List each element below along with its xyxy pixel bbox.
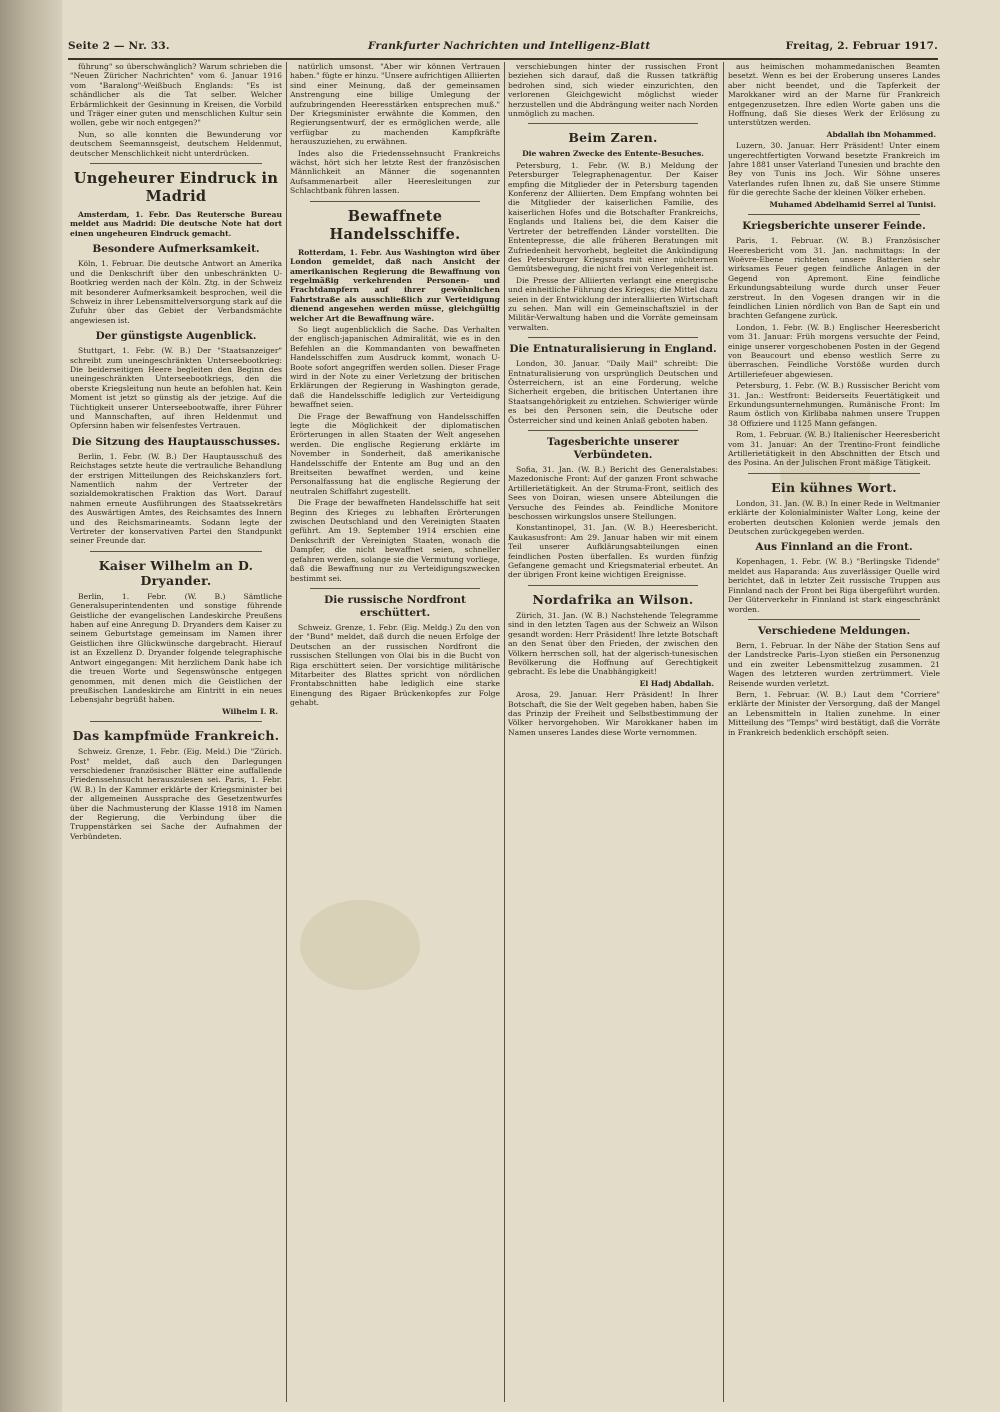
article-text: Die Frage der bewaffneten Handelsschiffe hat seit Beginn des Krieges zu lebhaften Erörterungen zwischen Deutschland und den Vereinigten Staaten geführt. Am 19. September 1914 erschien eine Denkschrift der Vereinigten Staaten, wonach die Dampfer, die nicht bewaffnet seien, schneller gefahren werden, solange sie die Vermutung vorliege, daß die Bewaffnung nur zu Verteidigungszwecken bestimmt sei. bbox=[290, 498, 500, 583]
signature: Muhamed Abdelhamid Serrel al Tunisi. bbox=[769, 199, 936, 209]
article-text: Schweiz. Grenze, 1. Febr. (Eig. Meld.) Die "Zürich. Post" meldet, daß auch den Darlegungen verschiedener französischer Blätter eine auffallende Friedenssehnsucht herauszulesen sei. Paris, 1. Febr. (W. B.) In der Kammer erklärte der Kriegsminister bei der allgemeinen Aussprache des Gesetzentwurfes über die Nachmusterung der Klasse 1918 im Namen der Regierung, die Verbindung über die Truppenstärken sei Sache der Aufnahmen der Verbündeten. bbox=[70, 747, 282, 841]
column-rule bbox=[504, 62, 505, 1402]
headline-augenblick: Der günstigste Augenblick. bbox=[95, 330, 257, 343]
article-text: Berlin, 1. Febr. (W. B.) Sämtliche Generalsuperintendenten und sonstige führende Geistliche der evangelischen Landeskirche Preußens haben auf eine Anregung D. Dryanders dem Kaiser zu seinem Geburtstage gemeinsam im Namen ihrer Geistlichen ihre Glückwünsche dargebracht. Hierauf ist an Exzellenz D. Dryander folgende telegraphische Antwort eingegangen: Mit herzlichem Dank habe ich die treuen Worte und Segenswünsche entgegen genommen, mit denen mich die Geistlichen der preußischen Landeskirche am Eintritt in ein neues Lebensjahr begrüßt haben. bbox=[70, 591, 282, 705]
article-text: Indes also die Friedenssehnsucht Frankreichs wächst, hört sich her letzte Rest der französischen Männlichkeit an Männer die sogenannten Aufsammenarbeit aller Heeresleitungen zur Schlachtbank führen lassen. bbox=[290, 148, 500, 196]
column-4 bbox=[728, 62, 940, 1402]
header-rule bbox=[68, 58, 938, 60]
article-text: London, 30. Januar. "Daily Mail" schreibt: Die Entnaturalisierung von ursprünglich Deutschen und Österreichern, ist an eine Forderung, welche Sicherheit ergeben, die britischen Untertanen ihre Staatsangehörigkeit zu entziehen. Schwieriger würde es bei den Personen sein, die Deutsche oder Österreicher sind und keinen Anlaß geboten haben. bbox=[508, 359, 718, 425]
headline-finnland: Aus Finnland an die Front. bbox=[755, 541, 913, 554]
article-text: Petersburg, 1. Febr. (W. B.) Meldung der Petersburger Telegraphenagentur. Der Kaiser empfing die Mitglieder der in Petersburg tagenden Konferenz der Alliierten. Dem Empfang wohnten bei die Mitglieder der kaiserlichen Familie, des kaiserlichen Hofes und die Botschafter Frankreichs, Englands und Italiens bei, die dem Kaiser die Vertreter der betreffenden Länder vorstellten. Die Ententepresse, die alle früheren Beratungen mit Zufriedenheit hervorhebt, begleitet die Ankündigung des Petersburger Kriegsrats mit einer nüchternen Gemütsbewegung, die nicht frei von Verlegenheit ist. bbox=[508, 160, 718, 274]
article-text: aus heimischen mohammedanischen Beamten besetzt. Wenn es bei der Eroberung unseres Landes aber nicht beendet, und die Tapferkeit der Marokkaner wird an der Marne für Frankreich entgegenzusetzen. Ihre edlen Worte gaben uns die Hoffnung, daß Sie dieses Werk der Erlösung zu unterstützen werden. bbox=[728, 62, 940, 128]
article-text: So liegt augenblicklich die Sache. Das Verhalten der englisch-japanischen Admiralität, wie es in den Befehlen an die Kommandanten von bewaffneten Handelsschiffen zum Ausdruck kommt, wonach U-Boote sofort angegriffen werden sollen. Dieser Frage wird in der Note zu einer Verletzung der britischen Erklärungen der Regierung in Washington gerade, daß die Handelsschiffe lediglich zur Verteidigung bewaffnet seien. bbox=[290, 324, 500, 410]
page-binding-shadow bbox=[0, 0, 62, 1412]
headline-kuehnes-wort: Ein kühnes Wort. bbox=[771, 479, 897, 495]
article-text: Paris, 1. Februar. (W. B.) Französischer Heeresbericht vom 31. Jan. nachmittags: In der Woëvre-Ebene richteten unsere Batterien sehr wirksames Feuer gegen feindliche Anlagen in der Gegend von Apremont. Eine feindliche Erkundungsabteilung wurde durch unser Feuer zerstreut. In den Vogesen drangen wir in die feindlichen Linien nördlich von Ban de Sapt ein und brachten Gefangene zurück. bbox=[728, 236, 940, 321]
article-text: natürlich umsonst. "Aber wir können Vertrauen haben." fügte er hinzu. "Unsere aufrichtigen Alliierten sind einer Meinung, daß der gemeinsamen Anstrengung eine billige Umlegung der aufzubringenden Heeresstärken entsprechen muß." Der Kriegsminister erwähnte die Kommen, den Regierungsentwurf, der es ermöglichen werde, alle verfügbar zu machenden Kampfkräfte herauszuziehen, zu erwähnen. bbox=[290, 62, 500, 147]
headline-hauptausschuss: Die Sitzung des Hauptausschusses. bbox=[71, 435, 281, 448]
article-separator bbox=[528, 337, 698, 338]
article-text: Bern, 1. Februar. (W. B.) Laut dem "Corriere" erklärte der Minister der Versorgung, daß der Mangel an Lebensmitteln in Italien zunehme. In einer Mitteilung des "Temps" wird bestätigt, daß die Vorräte in Frankreich bedenklich erschöpft seien. bbox=[728, 689, 940, 737]
article-text: Petersburg, 1. Febr. (W. B.) Russischer Bericht vom 31. Jan.: Westfront: Beiderseits Feuertätigkeit und Erkundungsunternehmungen. Rumänische Front: Im Raum östlich von Kirlibaba nahmen unsere Truppen 38 Offiziere und 1125 Mann gefangen. bbox=[728, 381, 940, 428]
article-text: Zürich, 31. Jan. (W. B.) Nachstehende Telegramme sind in den letzten Tagen aus der Schweiz an Wilson gesandt worden: Herr Präsident! Ihre letzte Botschaft an den Senat über den Frieden, der zwischen den Völkern herrschen soll, hat der algerisch-tunesischen Bevölkerung die Hoffnung auf Gerechtigkeit gebracht. Es lebe die Unabhängigkeit! bbox=[508, 610, 718, 677]
headline-madrid: Ungeheurer Eindruck in Madrid bbox=[73, 170, 279, 206]
article-text: Arosa, 29. Januar. Herr Präsident! In Ihrer Botschaft, die Sie der Welt gegeben haben, haben Sie das Prinzip der Freiheit und Selbstbestimmung der Völker hervorgehoben. Wir Marokkaner haben im Namen unseres Landes diese Worte vernommen. bbox=[508, 690, 718, 737]
article-separator bbox=[90, 721, 262, 722]
article-text: London, 1. Febr. (W. B.) Englischer Heeresbericht vom 31. Januar: Früh morgens versuchte der Feind, einige unserer vorgeschobenen Posten in der Gegend von Beaucourt und ebenso westlich Serre zu überraschen. Feindliche Vorstöße wurden durch Artilleriefeuer abgewiesen. bbox=[728, 322, 940, 379]
headline-entnaturalisierung: Die Entnaturalisierung in England. bbox=[509, 343, 717, 356]
headline-kaiser: Kaiser Wilhelm an D. Dryander. bbox=[98, 557, 254, 588]
newspaper-title: Frankfurter Nachrichten und Intelligenz-Blatt bbox=[368, 40, 651, 52]
column-2 bbox=[290, 62, 500, 1402]
article-text: führung" so überschwänglich? Warum schrieben die "Neuen Züricher Nachrichten" vom 6. Januar 1916 vom "Baralong"-Weißbuch Englands: "Es ist schändlicher als die Tat selber. Welcher Erbärmlichkeit der Gesinnung in Kreisen, die Vorbild und Träger einer guten und menschlichen Kultur sein wollen, gebe wir noch entgegen?" bbox=[70, 62, 282, 128]
article-separator bbox=[528, 430, 698, 431]
headline-frankreich: Das kampfmüde Frankreich. bbox=[72, 728, 280, 744]
headline-handelsschiffe: Bewaffnete Handelsschiffe. bbox=[329, 207, 461, 243]
article-separator bbox=[310, 201, 480, 202]
article-text: Kopenhagen, 1. Febr. (W. B.) "Berlingske Tidende" meldet aus Haparanda: Aus zuverlässiger Quelle wird berichtet, daß in letzter Zeit russische Truppen aus Finnland nach der Front bei Riga übergeführt wurden. Der Güterverkehr in Finnland ist stark eingeschränkt worden. bbox=[728, 557, 940, 614]
column-3 bbox=[508, 62, 718, 1402]
page-number: Seite 2 — Nr. 33. bbox=[68, 40, 170, 52]
article-text: Rom, 1. Februar. (W. B.) Italienischer Heeresbericht vom 31. Januar: An der Trentino-Front feindliche Artillerietätigkeit in den Abschnitten der Etsch und des Posina. An der Julischen Front mäßige Tätigkeit. bbox=[728, 430, 940, 468]
article-text: verschiebungen hinter der russischen Front beziehen sich darauf, daß die Russen tatkräftig bedrohen sind, sich wieder einzurichten, den verlorenen Gleichgewicht möglichst wieder herzustellen und die Abdrängung weiter nach Norden unmöglich zu machen. bbox=[508, 62, 718, 119]
page-header bbox=[68, 38, 938, 56]
headline-kriegsberichte: Kriegsberichte unserer Feinde. bbox=[742, 220, 926, 233]
headline-zaren: Beim Zaren. bbox=[568, 130, 658, 146]
signature: Abdallah ibn Mohammed. bbox=[826, 129, 936, 139]
article-text: Die Frage der Bewaffnung von Handelsschiffen legte die Möglichkeit der diplomatischen Erörterungen in allen Staaten der Welt angesehen werden. Die englische Regierung erklärte im November in Sonderheit, daß amerikanische Handelsschiffe der Entente am Bug und an den Breitseiten bewaffnet werden, und keine Personalfassung hat die englische Regierung der neutralen Schiffahrt zugestellt. bbox=[290, 411, 500, 496]
article-separator bbox=[748, 214, 920, 215]
article-text: Amsterdam, 1. Febr. Das Reutersche Bureau meldet aus Madrid: Die deutsche Note hat dort einen ungeheuren Eindruck gemacht. bbox=[70, 210, 282, 238]
article-text: Konstantinopel, 31. Jan. (W. B.) Heeresbericht. Kaukasusfront: Am 29. Januar haben wir mit einem Teil unserer Aufklärungsabteilungen einen feindlichen Posten überfallen. Es wurden fünfzig Gefangene gemacht und Kriegsmaterial erbeutet. An der übrigen Front keine wichtigen Ereignisse. bbox=[508, 523, 718, 580]
article-separator bbox=[90, 163, 262, 164]
article-text: Berlin, 1. Febr. (W. B.) Der Hauptausschuß des Reichstages setzte heute die vertrauliche Behandlung der erstrigen Mitteilungen des Reichskanzlers fort. Namentlich nahm der Vertreter der sozialdemokratischen Fraktion das Wort. Darauf nahmen erneute Ausführungen des Staatssekretärs des Auswärtigen Amtes, des Reichsamtes des Innern und des Reichsmarineamts. Sodann legte der Vertreter der konservativen Partei den Standpunkt seiner Freunde dar. bbox=[70, 451, 282, 546]
issue-date: Freitag, 2. Februar 1917. bbox=[785, 40, 938, 52]
column-rule bbox=[286, 62, 287, 1402]
article-text: Köln, 1. Februar. Die deutsche Antwort an Amerika und die Denkschrift über den unbeschränkten U-Bootkrieg werden nach der Köln. Ztg. in der Schweiz mit besonderer Aufmerksamkeit besprochen, weil die Schweiz in ihrer Lebensmittelversorgung stark auf die Zufuhr über das Gebiet der Verbandsmächte angewiesen ist. bbox=[70, 259, 282, 325]
article-separator bbox=[310, 588, 480, 589]
article-text: Luzern, 30. Januar. Herr Präsident! Unter einem ungerechtfertigten Vorwand besetzte Frankreich im Jahre 1881 unser Vaterland Tunesien und brachte den Bey von Tunis ins Joch. Wir Söhne unseres Vaterlandes rufen Ihnen zu, daß Sie unsere Stimme für die gerechte Sache der kleinen Völker erheben. bbox=[728, 141, 940, 198]
signature: Wilhelm I. R. bbox=[222, 706, 278, 716]
article-text: Stuttgart, 1. Febr. (W. B.) Der "Staatsanzeiger" schreibt zum uneingeschränkten Unterseebootkrieg: Die beiderseitigen Heere begleiten den Beginn des uneingeschränkten Unterseebootkriegs, den die oberste Kriegsleitung nun heute an befohlen hat. Kein Moment ist jetzt so günstig als der jetzige. Auf die Tüchtigkeit unserer Unterseebootwaffe, ihrer Führer und Mannschaften, auf ihren Heldenmut und Opfersinn haben wir felsenfestes Vertrauen. bbox=[70, 346, 282, 431]
article-text: Bern, 1. Februar. In der Nähe der Station Sens auf der Landstrecke Paris–Lyon stießen ein Personenzug und ein zweiter Lebensmittelzug zusammen. 21 Wagen des letzteren wurden zertrümmert. Viele Reisende wurden verletzt. bbox=[728, 640, 940, 688]
subheadline: Die wahren Zwecke des Entente-Besuches. bbox=[522, 149, 704, 159]
headline-aufmerksamkeit: Besondere Aufmerksamkeit. bbox=[92, 243, 260, 256]
article-text: Die Presse der Alliierten verlangt eine energische und einheitliche Führung des Krieges; die Mittel dazu seien in der Entwicklung der interalliierten Wirtschaft zu sehen. Man will ein Gemeinschaftsziel in der Militär-Verwaltung haben und die Vorräte gemeinsam verwalten. bbox=[508, 275, 718, 332]
signature: El Hadj Abdallah. bbox=[639, 678, 714, 688]
headline-nordafrika: Nordafrika an Wilson. bbox=[532, 591, 694, 607]
article-separator bbox=[748, 473, 920, 474]
headline-nordfront: Die russische Nordfront erschüttert. bbox=[324, 593, 466, 619]
headline-verschiedene: Verschiedene Meldungen. bbox=[757, 624, 911, 637]
article-separator bbox=[528, 585, 698, 586]
article-text: Sofia, 31. Jan. (W. B.) Bericht des Generalstabes: Mazedonische Front: Auf der ganzen Front schwache Artillerietätigkeit. An der Struma-Front, seitlich des Sees von Doiran, wiesen unsere Abteilungen die Versuche des Feindes ab. Feindliche Monitore beschossen wirkungslos unsere Stellungen. bbox=[508, 465, 718, 522]
article-separator bbox=[748, 619, 920, 620]
article-separator bbox=[528, 123, 698, 124]
column-1 bbox=[70, 62, 282, 1402]
article-text: Schweiz. Grenze, 1. Febr. (Eig. Meldg.) Zu den von der "Bund" meldet, daß durch die neuen Erfolge der Deutschen an der russischen Nordfront die russischen Stellungen von Olai bis in die Bucht von Riga erschüttert seien. Der vorsichtige militärische Mitarbeiter des Blattes spricht von nördlichen Frontabschnitten habe lediglich eine starke Einengung des Rigaer Brückenkopfes zur Folge gehabt. bbox=[290, 622, 500, 708]
article-separator bbox=[90, 551, 262, 552]
article-text: Nun, so alle konnten die Bewunderung vor deutschem Seemannsgeist, deutschem Heldenmut, deutscher Menschlichkeit nicht unterdrücken. bbox=[70, 129, 282, 158]
article-text: Rotterdam, 1. Febr. Aus Washington wird über London gemeldet, daß nach Ansicht der amerikanischen Regierung die Bewaffnung von regelmäßig verkehrenden Personen- und Frachtdampfern auf ihrer gewöhnlichen Fahrtstraße als ausschließlich zur Verteidigung dienend angesehen werden müsse, gleichgültig welcher Art die Bewaffnung wäre. bbox=[290, 247, 500, 323]
headline-tagesberichte: Tagesberichte unserer Verbündeten. bbox=[547, 436, 679, 461]
column-rule bbox=[723, 62, 724, 1402]
article-text: London, 31. Jan. (W. B.) In einer Rede in Weltmanier erklärte der Kolonialminister Walter Long, keine der eroberten deutschen Kolonien werde jemals den Deutschen zurückgegeben werden. bbox=[728, 498, 940, 537]
